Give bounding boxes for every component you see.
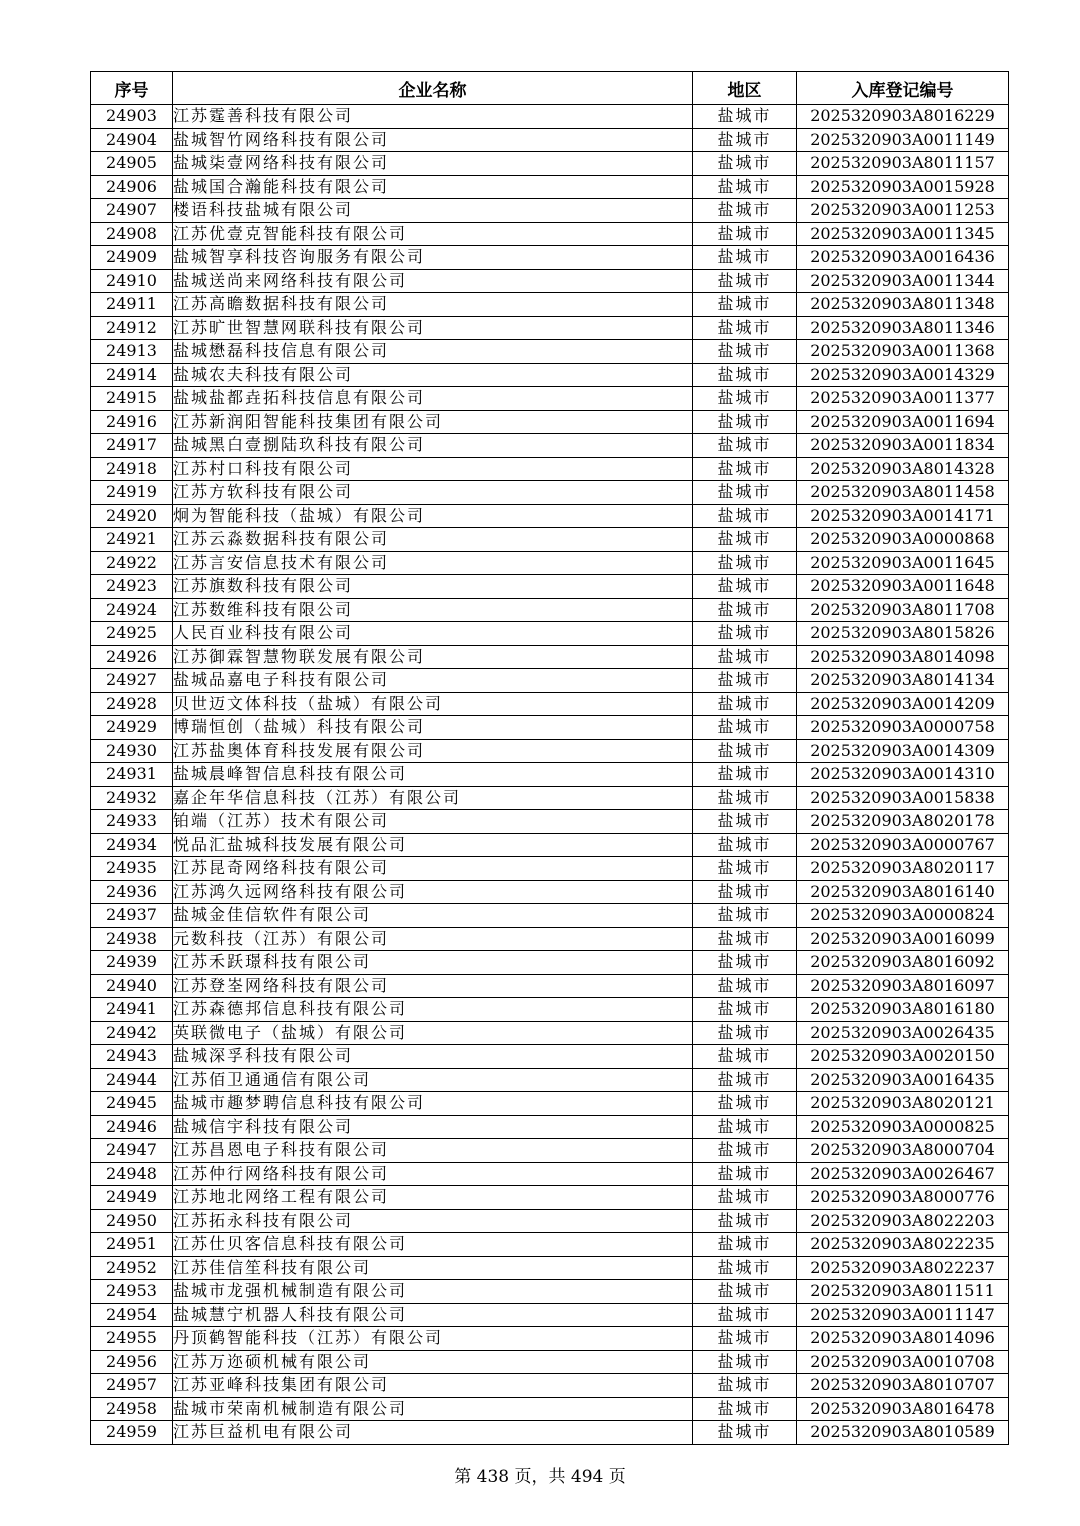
- cell-region: 盐城市: [693, 951, 797, 975]
- cell-registration-code: 2025320903A8011708: [797, 598, 1009, 622]
- cell-company-name: 江苏旗数科技有限公司: [173, 575, 693, 599]
- cell-region: 盐城市: [693, 598, 797, 622]
- cell-company-name: 江苏昌恩电子科技有限公司: [173, 1139, 693, 1163]
- cell-registration-code: 2025320903A8011511: [797, 1280, 1009, 1304]
- cell-seq: 24954: [91, 1303, 173, 1327]
- cell-region: 盐城市: [693, 363, 797, 387]
- cell-region: 盐城市: [693, 833, 797, 857]
- cell-company-name: 江苏佳信笙科技有限公司: [173, 1256, 693, 1280]
- cell-seq: 24910: [91, 269, 173, 293]
- table-row: [91, 669, 1009, 693]
- cell-company-name: 盐城市龙强机械制造有限公司: [173, 1280, 693, 1304]
- cell-company-name: 盐城市趣梦聘信息科技有限公司: [173, 1092, 693, 1116]
- cell-seq: 24945: [91, 1092, 173, 1116]
- cell-seq: 24956: [91, 1350, 173, 1374]
- cell-registration-code: 2025320903A0016435: [797, 1068, 1009, 1092]
- header-seq: 序号: [91, 72, 173, 105]
- cell-seq: 24918: [91, 457, 173, 481]
- table-row: [91, 222, 1009, 246]
- cell-registration-code: 2025320903A8011346: [797, 316, 1009, 340]
- table-body: [91, 105, 1009, 1445]
- cell-region: 盐城市: [693, 1186, 797, 1210]
- cell-registration-code: 2025320903A0011147: [797, 1303, 1009, 1327]
- cell-region: 盐城市: [693, 880, 797, 904]
- table-row: [91, 1350, 1009, 1374]
- cell-registration-code: 2025320903A8016092: [797, 951, 1009, 975]
- cell-company-name: 江苏新润阳智能科技集团有限公司: [173, 410, 693, 434]
- table-row: [91, 645, 1009, 669]
- page-number-footer: 第 438 页，共 494 页: [454, 1467, 626, 1487]
- cell-region: 盐城市: [693, 1209, 797, 1233]
- cell-region: 盐城市: [693, 1233, 797, 1257]
- table-row: [91, 857, 1009, 881]
- table-row: [91, 833, 1009, 857]
- cell-seq: 24939: [91, 951, 173, 975]
- cell-region: 盐城市: [693, 1327, 797, 1351]
- table-row: [91, 598, 1009, 622]
- cell-registration-code: 2025320903A8016180: [797, 998, 1009, 1022]
- cell-seq: 24948: [91, 1162, 173, 1186]
- table-row: [91, 504, 1009, 528]
- table-row: [91, 951, 1009, 975]
- cell-region: 盐城市: [693, 669, 797, 693]
- table-row: [91, 152, 1009, 176]
- cell-company-name: 盐城送尚来网络科技有限公司: [173, 269, 693, 293]
- cell-registration-code: 2025320903A0011253: [797, 199, 1009, 223]
- cell-company-name: 盐城市荣南机械制造有限公司: [173, 1397, 693, 1421]
- cell-company-name: 盐城慧宁机器人科技有限公司: [173, 1303, 693, 1327]
- cell-seq: 24903: [91, 105, 173, 129]
- cell-company-name: 江苏云淼数据科技有限公司: [173, 528, 693, 552]
- cell-company-name: 贝世迈文体科技（盐城）有限公司: [173, 692, 693, 716]
- table-row: [91, 1139, 1009, 1163]
- table-row: [91, 246, 1009, 270]
- cell-seq: 24920: [91, 504, 173, 528]
- cell-company-name: 盐城黑白壹捌陆玖科技有限公司: [173, 434, 693, 458]
- cell-company-name: 英联微电子（盐城）有限公司: [173, 1021, 693, 1045]
- table-row: [91, 316, 1009, 340]
- cell-region: 盐城市: [693, 786, 797, 810]
- cell-region: 盐城市: [693, 410, 797, 434]
- cell-registration-code: 2025320903A8016229: [797, 105, 1009, 129]
- cell-company-name: 江苏旷世智慧网联科技有限公司: [173, 316, 693, 340]
- cell-region: 盐城市: [693, 434, 797, 458]
- table-row: [91, 575, 1009, 599]
- cell-region: 盐城市: [693, 199, 797, 223]
- cell-region: 盐城市: [693, 152, 797, 176]
- cell-company-name: 江苏佰卫通通信有限公司: [173, 1068, 693, 1092]
- cell-registration-code: 2025320903A0015838: [797, 786, 1009, 810]
- cell-seq: 24951: [91, 1233, 173, 1257]
- table-row: [91, 410, 1009, 434]
- cell-seq: 24914: [91, 363, 173, 387]
- cell-seq: 24930: [91, 739, 173, 763]
- cell-region: 盐城市: [693, 1397, 797, 1421]
- cell-seq: 24923: [91, 575, 173, 599]
- cell-region: 盐城市: [693, 1280, 797, 1304]
- table-row: [91, 1327, 1009, 1351]
- cell-seq: 24943: [91, 1045, 173, 1069]
- cell-seq: 24924: [91, 598, 173, 622]
- cell-company-name: 江苏仲行网络科技有限公司: [173, 1162, 693, 1186]
- table-row: [91, 1045, 1009, 1069]
- cell-seq: 24904: [91, 128, 173, 152]
- cell-seq: 24932: [91, 786, 173, 810]
- cell-registration-code: 2025320903A0015928: [797, 175, 1009, 199]
- cell-region: 盐城市: [693, 457, 797, 481]
- cell-region: 盐城市: [693, 1350, 797, 1374]
- cell-company-name: 江苏亚峰科技集团有限公司: [173, 1374, 693, 1398]
- cell-registration-code: 2025320903A8015826: [797, 622, 1009, 646]
- cell-registration-code: 2025320903A0011694: [797, 410, 1009, 434]
- cell-seq: 24957: [91, 1374, 173, 1398]
- cell-seq: 24909: [91, 246, 173, 270]
- cell-company-name: 江苏地北网络工程有限公司: [173, 1186, 693, 1210]
- cell-region: 盐城市: [693, 904, 797, 928]
- cell-company-name: 盐城智竹网络科技有限公司: [173, 128, 693, 152]
- cell-seq: 24915: [91, 387, 173, 411]
- table-row: [91, 457, 1009, 481]
- table-row: [91, 434, 1009, 458]
- table-row: [91, 293, 1009, 317]
- cell-region: 盐城市: [693, 1374, 797, 1398]
- cell-company-name: 江苏鸿久远网络科技有限公司: [173, 880, 693, 904]
- cell-registration-code: 2025320903A0016436: [797, 246, 1009, 270]
- cell-seq: 24929: [91, 716, 173, 740]
- cell-region: 盐城市: [693, 528, 797, 552]
- table-row: [91, 927, 1009, 951]
- table-row: [91, 810, 1009, 834]
- cell-seq: 24933: [91, 810, 173, 834]
- cell-company-name: 江苏霆善科技有限公司: [173, 105, 693, 129]
- cell-seq: 24947: [91, 1139, 173, 1163]
- cell-seq: 24936: [91, 880, 173, 904]
- table-row: [91, 481, 1009, 505]
- cell-company-name: 江苏仕贝客信息科技有限公司: [173, 1233, 693, 1257]
- table-row: [91, 528, 1009, 552]
- table-row: [91, 998, 1009, 1022]
- cell-registration-code: 2025320903A8016478: [797, 1397, 1009, 1421]
- cell-seq: 24916: [91, 410, 173, 434]
- table-row: [91, 716, 1009, 740]
- cell-company-name: 江苏登峑网络科技有限公司: [173, 974, 693, 998]
- cell-registration-code: 2025320903A8022203: [797, 1209, 1009, 1233]
- cell-registration-code: 2025320903A8020117: [797, 857, 1009, 881]
- cell-registration-code: 2025320903A0011149: [797, 128, 1009, 152]
- cell-region: 盐城市: [693, 551, 797, 575]
- cell-company-name: 人民百业科技有限公司: [173, 622, 693, 646]
- cell-company-name: 铂端（江苏）技术有限公司: [173, 810, 693, 834]
- cell-registration-code: 2025320903A0020150: [797, 1045, 1009, 1069]
- cell-registration-code: 2025320903A0011344: [797, 269, 1009, 293]
- cell-seq: 24908: [91, 222, 173, 246]
- cell-registration-code: 2025320903A0014309: [797, 739, 1009, 763]
- cell-seq: 24913: [91, 340, 173, 364]
- cell-registration-code: 2025320903A0016099: [797, 927, 1009, 951]
- cell-registration-code: 2025320903A8011458: [797, 481, 1009, 505]
- cell-region: 盐城市: [693, 340, 797, 364]
- cell-region: 盐城市: [693, 716, 797, 740]
- table-row: [91, 128, 1009, 152]
- cell-registration-code: 2025320903A8010589: [797, 1421, 1009, 1445]
- cell-region: 盐城市: [693, 1092, 797, 1116]
- cell-registration-code: 2025320903A0014171: [797, 504, 1009, 528]
- cell-seq: 24911: [91, 293, 173, 317]
- cell-region: 盐城市: [693, 927, 797, 951]
- table-row: [91, 175, 1009, 199]
- header-code: 入库登记编号: [797, 72, 1009, 105]
- cell-company-name: 盐城盐都垚拓科技信息有限公司: [173, 387, 693, 411]
- cell-company-name: 江苏御霖智慧物联发展有限公司: [173, 645, 693, 669]
- cell-registration-code: 2025320903A0000868: [797, 528, 1009, 552]
- table-row: [91, 1092, 1009, 1116]
- cell-company-name: 江苏禾跃璟科技有限公司: [173, 951, 693, 975]
- cell-company-name: 盐城国合瀚能科技有限公司: [173, 175, 693, 199]
- table-row: [91, 763, 1009, 787]
- cell-registration-code: 2025320903A8020121: [797, 1092, 1009, 1116]
- cell-region: 盐城市: [693, 1303, 797, 1327]
- cell-registration-code: 2025320903A0026467: [797, 1162, 1009, 1186]
- cell-company-name: 元数科技（江苏）有限公司: [173, 927, 693, 951]
- cell-region: 盐城市: [693, 575, 797, 599]
- cell-registration-code: 2025320903A0011345: [797, 222, 1009, 246]
- cell-company-name: 盐城懋磊科技信息有限公司: [173, 340, 693, 364]
- cell-seq: 24934: [91, 833, 173, 857]
- cell-registration-code: 2025320903A8016097: [797, 974, 1009, 998]
- cell-seq: 24928: [91, 692, 173, 716]
- table-row: [91, 880, 1009, 904]
- table-row: [91, 1115, 1009, 1139]
- cell-region: 盐城市: [693, 763, 797, 787]
- cell-company-name: 盐城农夫科技有限公司: [173, 363, 693, 387]
- cell-registration-code: 2025320903A0000758: [797, 716, 1009, 740]
- cell-seq: 24941: [91, 998, 173, 1022]
- cell-company-name: 江苏村口科技有限公司: [173, 457, 693, 481]
- table-row: [91, 1233, 1009, 1257]
- cell-registration-code: 2025320903A0011648: [797, 575, 1009, 599]
- cell-registration-code: 2025320903A0011645: [797, 551, 1009, 575]
- cell-registration-code: 2025320903A8014096: [797, 1327, 1009, 1351]
- cell-seq: 24944: [91, 1068, 173, 1092]
- cell-region: 盐城市: [693, 222, 797, 246]
- table-row: [91, 1021, 1009, 1045]
- header-name: 企业名称: [173, 72, 693, 105]
- table-row: [91, 551, 1009, 575]
- cell-company-name: 盐城金佳信软件有限公司: [173, 904, 693, 928]
- cell-region: 盐城市: [693, 622, 797, 646]
- cell-registration-code: 2025320903A0010708: [797, 1350, 1009, 1374]
- cell-seq: 24952: [91, 1256, 173, 1280]
- cell-company-name: 盐城深孚科技有限公司: [173, 1045, 693, 1069]
- cell-company-name: 盐城信宇科技有限公司: [173, 1115, 693, 1139]
- cell-seq: 24950: [91, 1209, 173, 1233]
- cell-registration-code: 2025320903A0011834: [797, 434, 1009, 458]
- table-row: [91, 904, 1009, 928]
- cell-region: 盐城市: [693, 692, 797, 716]
- cell-seq: 24942: [91, 1021, 173, 1045]
- cell-registration-code: 2025320903A8000704: [797, 1139, 1009, 1163]
- cell-registration-code: 2025320903A0000824: [797, 904, 1009, 928]
- cell-region: 盐城市: [693, 1068, 797, 1092]
- table-row: [91, 739, 1009, 763]
- cell-registration-code: 2025320903A8000776: [797, 1186, 1009, 1210]
- cell-company-name: 盐城晨峰智信息科技有限公司: [173, 763, 693, 787]
- table-row: [91, 1209, 1009, 1233]
- table-row: [91, 199, 1009, 223]
- cell-seq: 24912: [91, 316, 173, 340]
- cell-region: 盐城市: [693, 810, 797, 834]
- cell-region: 盐城市: [693, 175, 797, 199]
- cell-seq: 24906: [91, 175, 173, 199]
- table-row: [91, 1256, 1009, 1280]
- table-row: [91, 1280, 1009, 1304]
- cell-region: 盐城市: [693, 105, 797, 129]
- cell-region: 盐城市: [693, 246, 797, 270]
- table-row: [91, 692, 1009, 716]
- table-row: [91, 1068, 1009, 1092]
- table-row: [91, 340, 1009, 364]
- cell-region: 盐城市: [693, 1045, 797, 1069]
- cell-registration-code: 2025320903A0011368: [797, 340, 1009, 364]
- table-row: [91, 1186, 1009, 1210]
- cell-company-name: 江苏数维科技有限公司: [173, 598, 693, 622]
- cell-seq: 24921: [91, 528, 173, 552]
- cell-company-name: 炯为智能科技（盐城）有限公司: [173, 504, 693, 528]
- table-row: [91, 974, 1009, 998]
- cell-region: 盐城市: [693, 739, 797, 763]
- cell-company-name: 江苏万迩硕机械有限公司: [173, 1350, 693, 1374]
- cell-region: 盐城市: [693, 316, 797, 340]
- cell-company-name: 楼语科技盐城有限公司: [173, 199, 693, 223]
- registry-table: [90, 71, 1009, 1445]
- table-row: [91, 1374, 1009, 1398]
- cell-registration-code: 2025320903A8022237: [797, 1256, 1009, 1280]
- table-row: [91, 1303, 1009, 1327]
- cell-registration-code: 2025320903A8016140: [797, 880, 1009, 904]
- cell-company-name: 悦品汇盐城科技发展有限公司: [173, 833, 693, 857]
- cell-region: 盐城市: [693, 645, 797, 669]
- cell-region: 盐城市: [693, 128, 797, 152]
- cell-registration-code: 2025320903A8011348: [797, 293, 1009, 317]
- table-row: [91, 269, 1009, 293]
- cell-registration-code: 2025320903A0014209: [797, 692, 1009, 716]
- cell-seq: 24925: [91, 622, 173, 646]
- cell-region: 盐城市: [693, 1139, 797, 1163]
- cell-company-name: 丹顶鹤智能科技（江苏）有限公司: [173, 1327, 693, 1351]
- table-row: [91, 622, 1009, 646]
- cell-seq: 24958: [91, 1397, 173, 1421]
- cell-region: 盐城市: [693, 1421, 797, 1445]
- cell-company-name: 江苏言安信息技术有限公司: [173, 551, 693, 575]
- cell-registration-code: 2025320903A8020178: [797, 810, 1009, 834]
- cell-company-name: 盐城智享科技咨询服务有限公司: [173, 246, 693, 270]
- cell-region: 盐城市: [693, 1162, 797, 1186]
- cell-region: 盐城市: [693, 974, 797, 998]
- cell-seq: 24938: [91, 927, 173, 951]
- cell-seq: 24907: [91, 199, 173, 223]
- cell-company-name: 江苏昆奇网络科技有限公司: [173, 857, 693, 881]
- cell-seq: 24926: [91, 645, 173, 669]
- table-row: [91, 1162, 1009, 1186]
- table-row: [91, 1397, 1009, 1421]
- table-row: [91, 786, 1009, 810]
- cell-registration-code: 2025320903A0000825: [797, 1115, 1009, 1139]
- table-row: [91, 387, 1009, 411]
- cell-company-name: 江苏优壹克智能科技有限公司: [173, 222, 693, 246]
- cell-region: 盐城市: [693, 857, 797, 881]
- cell-seq: 24959: [91, 1421, 173, 1445]
- cell-registration-code: 2025320903A8014134: [797, 669, 1009, 693]
- cell-region: 盐城市: [693, 387, 797, 411]
- cell-registration-code: 2025320903A8014328: [797, 457, 1009, 481]
- cell-registration-code: 2025320903A0011377: [797, 387, 1009, 411]
- cell-company-name: 江苏森德邦信息科技有限公司: [173, 998, 693, 1022]
- cell-registration-code: 2025320903A0026435: [797, 1021, 1009, 1045]
- cell-region: 盐城市: [693, 481, 797, 505]
- cell-company-name: 盐城品嘉电子科技有限公司: [173, 669, 693, 693]
- cell-company-name: 嘉企年华信息科技（江苏）有限公司: [173, 786, 693, 810]
- cell-registration-code: 2025320903A0014310: [797, 763, 1009, 787]
- cell-registration-code: 2025320903A8010707: [797, 1374, 1009, 1398]
- cell-company-name: 江苏高瞻数据科技有限公司: [173, 293, 693, 317]
- cell-seq: 24937: [91, 904, 173, 928]
- cell-region: 盐城市: [693, 293, 797, 317]
- cell-company-name: 盐城柒壹网络科技有限公司: [173, 152, 693, 176]
- cell-seq: 24955: [91, 1327, 173, 1351]
- header-region: 地区: [693, 72, 797, 105]
- cell-seq: 24931: [91, 763, 173, 787]
- cell-seq: 24927: [91, 669, 173, 693]
- cell-company-name: 江苏巨益机电有限公司: [173, 1421, 693, 1445]
- cell-seq: 24917: [91, 434, 173, 458]
- cell-seq: 24905: [91, 152, 173, 176]
- cell-seq: 24953: [91, 1280, 173, 1304]
- table-row: [91, 105, 1009, 129]
- cell-seq: 24946: [91, 1115, 173, 1139]
- table-row: [91, 1421, 1009, 1445]
- cell-registration-code: 2025320903A8014098: [797, 645, 1009, 669]
- cell-region: 盐城市: [693, 269, 797, 293]
- cell-seq: 24940: [91, 974, 173, 998]
- cell-company-name: 博瑞恒创（盐城）科技有限公司: [173, 716, 693, 740]
- cell-region: 盐城市: [693, 1021, 797, 1045]
- cell-registration-code: 2025320903A8011157: [797, 152, 1009, 176]
- cell-company-name: 江苏拓永科技有限公司: [173, 1209, 693, 1233]
- cell-seq: 24935: [91, 857, 173, 881]
- cell-seq: 24949: [91, 1186, 173, 1210]
- cell-region: 盐城市: [693, 1256, 797, 1280]
- cell-seq: 24922: [91, 551, 173, 575]
- table-row: [91, 363, 1009, 387]
- cell-registration-code: 2025320903A0000767: [797, 833, 1009, 857]
- cell-region: 盐城市: [693, 998, 797, 1022]
- cell-company-name: 江苏盐奥体育科技发展有限公司: [173, 739, 693, 763]
- cell-region: 盐城市: [693, 1115, 797, 1139]
- table-header-row: [91, 72, 1009, 105]
- cell-company-name: 江苏方软科技有限公司: [173, 481, 693, 505]
- cell-registration-code: 2025320903A8022235: [797, 1233, 1009, 1257]
- cell-region: 盐城市: [693, 504, 797, 528]
- cell-registration-code: 2025320903A0014329: [797, 363, 1009, 387]
- cell-seq: 24919: [91, 481, 173, 505]
